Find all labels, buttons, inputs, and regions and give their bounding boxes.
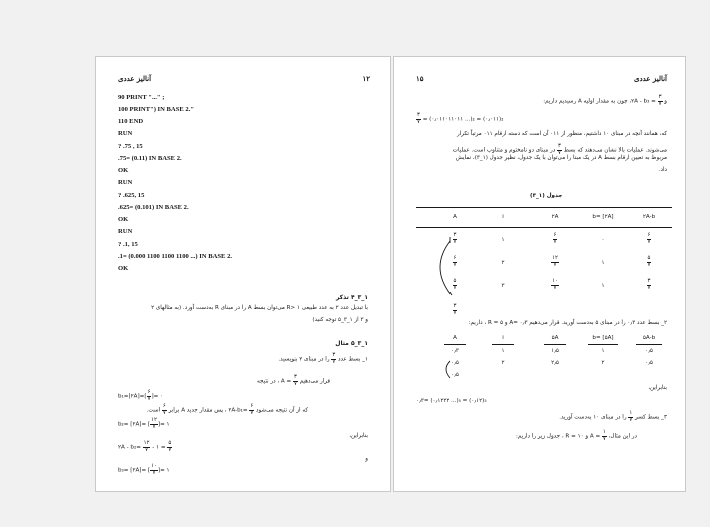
example-3-detail: در این مثال، $\frac{۱}{۷}$ = A و ۱۰ = R ، جدول زیر را داریم: <box>516 429 637 442</box>
section-heading: ۱_۳_۴ تذکر <box>335 294 368 301</box>
table2-header: ۵A <box>551 335 559 341</box>
code-line: ? .75 , 15 <box>118 143 143 150</box>
table-header: A <box>453 214 457 220</box>
example-3-line: ۳_ بسط کسر $\frac{۱}{۷}$ را در مبنای ۱۰ به‌دست آورید. <box>559 410 667 423</box>
table2-header: ۵A-b <box>642 335 656 341</box>
table-cell: $\frac{۶}{۷}$ <box>453 255 457 268</box>
code-line: 90 PRINT "..." ; <box>118 94 165 101</box>
table-cell: ۱ <box>601 283 605 289</box>
code-line: OK <box>118 216 129 223</box>
right-page <box>393 56 686 492</box>
table2-header: A <box>453 335 457 341</box>
paragraph-line: داد. <box>658 167 667 173</box>
code-line: OK <box>118 265 129 272</box>
therefore-label: بنابراین، <box>349 433 368 439</box>
top-line: و $\frac{۳}{۷}$ = ۲A - b₃، چون به مقدار اولیه A رسیدیم داریم: <box>543 94 667 107</box>
table2-cell: ۱ <box>501 348 505 354</box>
table2-header: b= [۵A] <box>592 335 614 341</box>
code-line: 110 END <box>118 118 144 125</box>
note-line: با تبدیل عدد ۲ به عدد طبیعی R> ۱ می‌توان بسط A را در مبنای R به‌دست آورد. (به مثالهای ۲ <box>151 305 368 311</box>
table2-cell: ۲ <box>601 360 605 366</box>
code-line: ? .625, 15 <box>118 192 145 199</box>
table2-cell: ۲٫۵ <box>551 360 559 366</box>
therefore-label: بنابراین، <box>648 385 667 391</box>
equation-remainder: ۲A - b₂= $\frac{۱۲}{۷}$ - ۱ = $\frac{۵}{۷}$ <box>118 440 172 453</box>
page-number: ۱۵ <box>416 74 424 83</box>
table-cell: $\frac{۳}{۷}$ <box>453 303 457 316</box>
table-cell: $\frac{۶}{۷}$ <box>553 232 557 245</box>
table-cell: ۳ <box>501 283 505 289</box>
table-header: b= [۲A] <box>592 214 614 220</box>
table2-cell: ۰٫۵ <box>451 360 459 366</box>
table2-header: i <box>502 335 504 341</box>
code-line: 100 PRINT") IN BASE 2." <box>118 106 195 113</box>
code-line: RUN <box>118 228 133 235</box>
running-title: آنالیز عددی <box>633 74 667 83</box>
equation-b3: b₃= [۲A]= [ $\frac{۱۰}{۷}$ ]= ۱ <box>118 463 170 476</box>
example-2-line: ۲_ بسط عدد ۰٫۳ را در مبنای ۵ به‌دست آورید. قرار می‌دهیم ۰٫۳ =A و ۵ = R ، داریم: <box>468 320 667 326</box>
table-header: ۲A <box>551 214 559 220</box>
code-line: RUN <box>118 130 133 137</box>
result-2: ۰٫۳= (۰٫۱۲۲۲ ...)₅ = (۰٫۱۲)₅ <box>416 398 487 404</box>
fraction: $\frac{۳}{۷}$ <box>294 374 297 387</box>
table2-cell: ۱ <box>601 348 605 354</box>
table-cell: $\frac{۱۲}{۷}$ <box>552 255 558 268</box>
code-line: .625= (0.101) IN BASE 2. <box>118 204 189 211</box>
table-header: i <box>502 214 504 220</box>
hence-line: که از آن نتیجه می‌شود $\frac{۶}{۷}$ =۲A-b₁ ، پس مقدار جدید A برابر $\frac{۶}{۷}$ است. <box>146 403 308 416</box>
table-cell: $\frac{۵}{۷}$ <box>453 278 457 291</box>
paragraph-line: که، همانند آنچه در مبنای ۱۰ داشتیم، منظور از ۰۱۱ آن است که دسته ارقام ۰۱۱ مرتباً تکرار <box>457 131 667 137</box>
left-page <box>95 56 391 492</box>
fraction: $\frac{۳}{۷}$ <box>332 352 336 365</box>
let-line: قرار می‌دهیم $\frac{۳}{۷}$ = A ، در نتیجه <box>257 374 330 387</box>
table2-cell: ۲ <box>501 360 505 366</box>
table-cell: $\frac{۵}{۷}$ <box>647 255 651 268</box>
code-line: .1= (0.000 1100 1100 1100 ...) IN BASE 2. <box>118 253 233 260</box>
table2-cell: ۰٫۵ <box>645 348 653 354</box>
table-header: ۲A-b <box>642 214 656 220</box>
and-label: و <box>365 456 368 462</box>
table2-cell: ۱٫۵ <box>551 348 559 354</box>
note-line: و ۳ از ۱_۳_۵ توجه کنید) <box>312 317 368 323</box>
code-line: RUN <box>118 179 133 186</box>
table-cell: $\frac{۶}{۷}$ <box>647 232 651 245</box>
code-line: .75= (0.11) IN BASE 2. <box>118 155 182 162</box>
table-cell: $\frac{۳}{۷}$ <box>453 232 457 245</box>
table-cell: $\frac{۳}{۷}$ <box>647 278 651 291</box>
table-cell: ۲ <box>501 260 505 266</box>
equation-b1: b₁=[۲A]=[ $\frac{۶}{۷}$ ]= ۰ <box>118 389 164 402</box>
code-line: ? .1, 15 <box>118 241 138 248</box>
table2-cell: ۰٫۳ <box>451 348 459 354</box>
example-heading: ۱_۳_۵ مثال <box>335 340 368 347</box>
table2-cell: ۰٫۵ <box>645 360 653 366</box>
cycle-bracket-2 <box>394 57 686 492</box>
table-title: جدول (۱_۳) <box>530 193 563 199</box>
paragraph-line: مربوط به تعیین ارقام بسط A در یک مبنا را می‌توان با یک جدول، نظیر جدول (۱_۳)، نمایش <box>455 155 667 161</box>
page-number: ۱۲ <box>362 74 370 83</box>
table2-cell: ۰٫۵ <box>451 372 459 378</box>
table-cell: ۰ <box>601 237 605 243</box>
code-line: OK <box>118 167 129 174</box>
table-cell: ۱ <box>601 260 605 266</box>
table-cell: ۱ <box>501 237 505 243</box>
result-line: $\frac{۳}{۷}$ = (۰٫۰۱۱۰۱۱۰۱۱ ...)₂ = (۰٫۰۱۱)₂ <box>417 112 504 125</box>
example-line: ۱_ بسط عدد $\frac{۳}{۷}$ را در مبنای ۲ بنویسید. <box>278 352 368 365</box>
running-title: آنالیز عددی <box>118 74 152 83</box>
equation-b2: b₂= [۲A]= [ $\frac{۱۲}{۷}$ ]= ۱ <box>118 417 170 430</box>
table-cell: $\frac{۱۰}{۷}$ <box>552 278 558 291</box>
paragraph-line: می‌شوند. عملیات بالا نشان می‌دهند که بسط $\frac{۳}{۷}$ در مبنای دو نامختوم و متناوب است. عملیات <box>452 143 667 156</box>
